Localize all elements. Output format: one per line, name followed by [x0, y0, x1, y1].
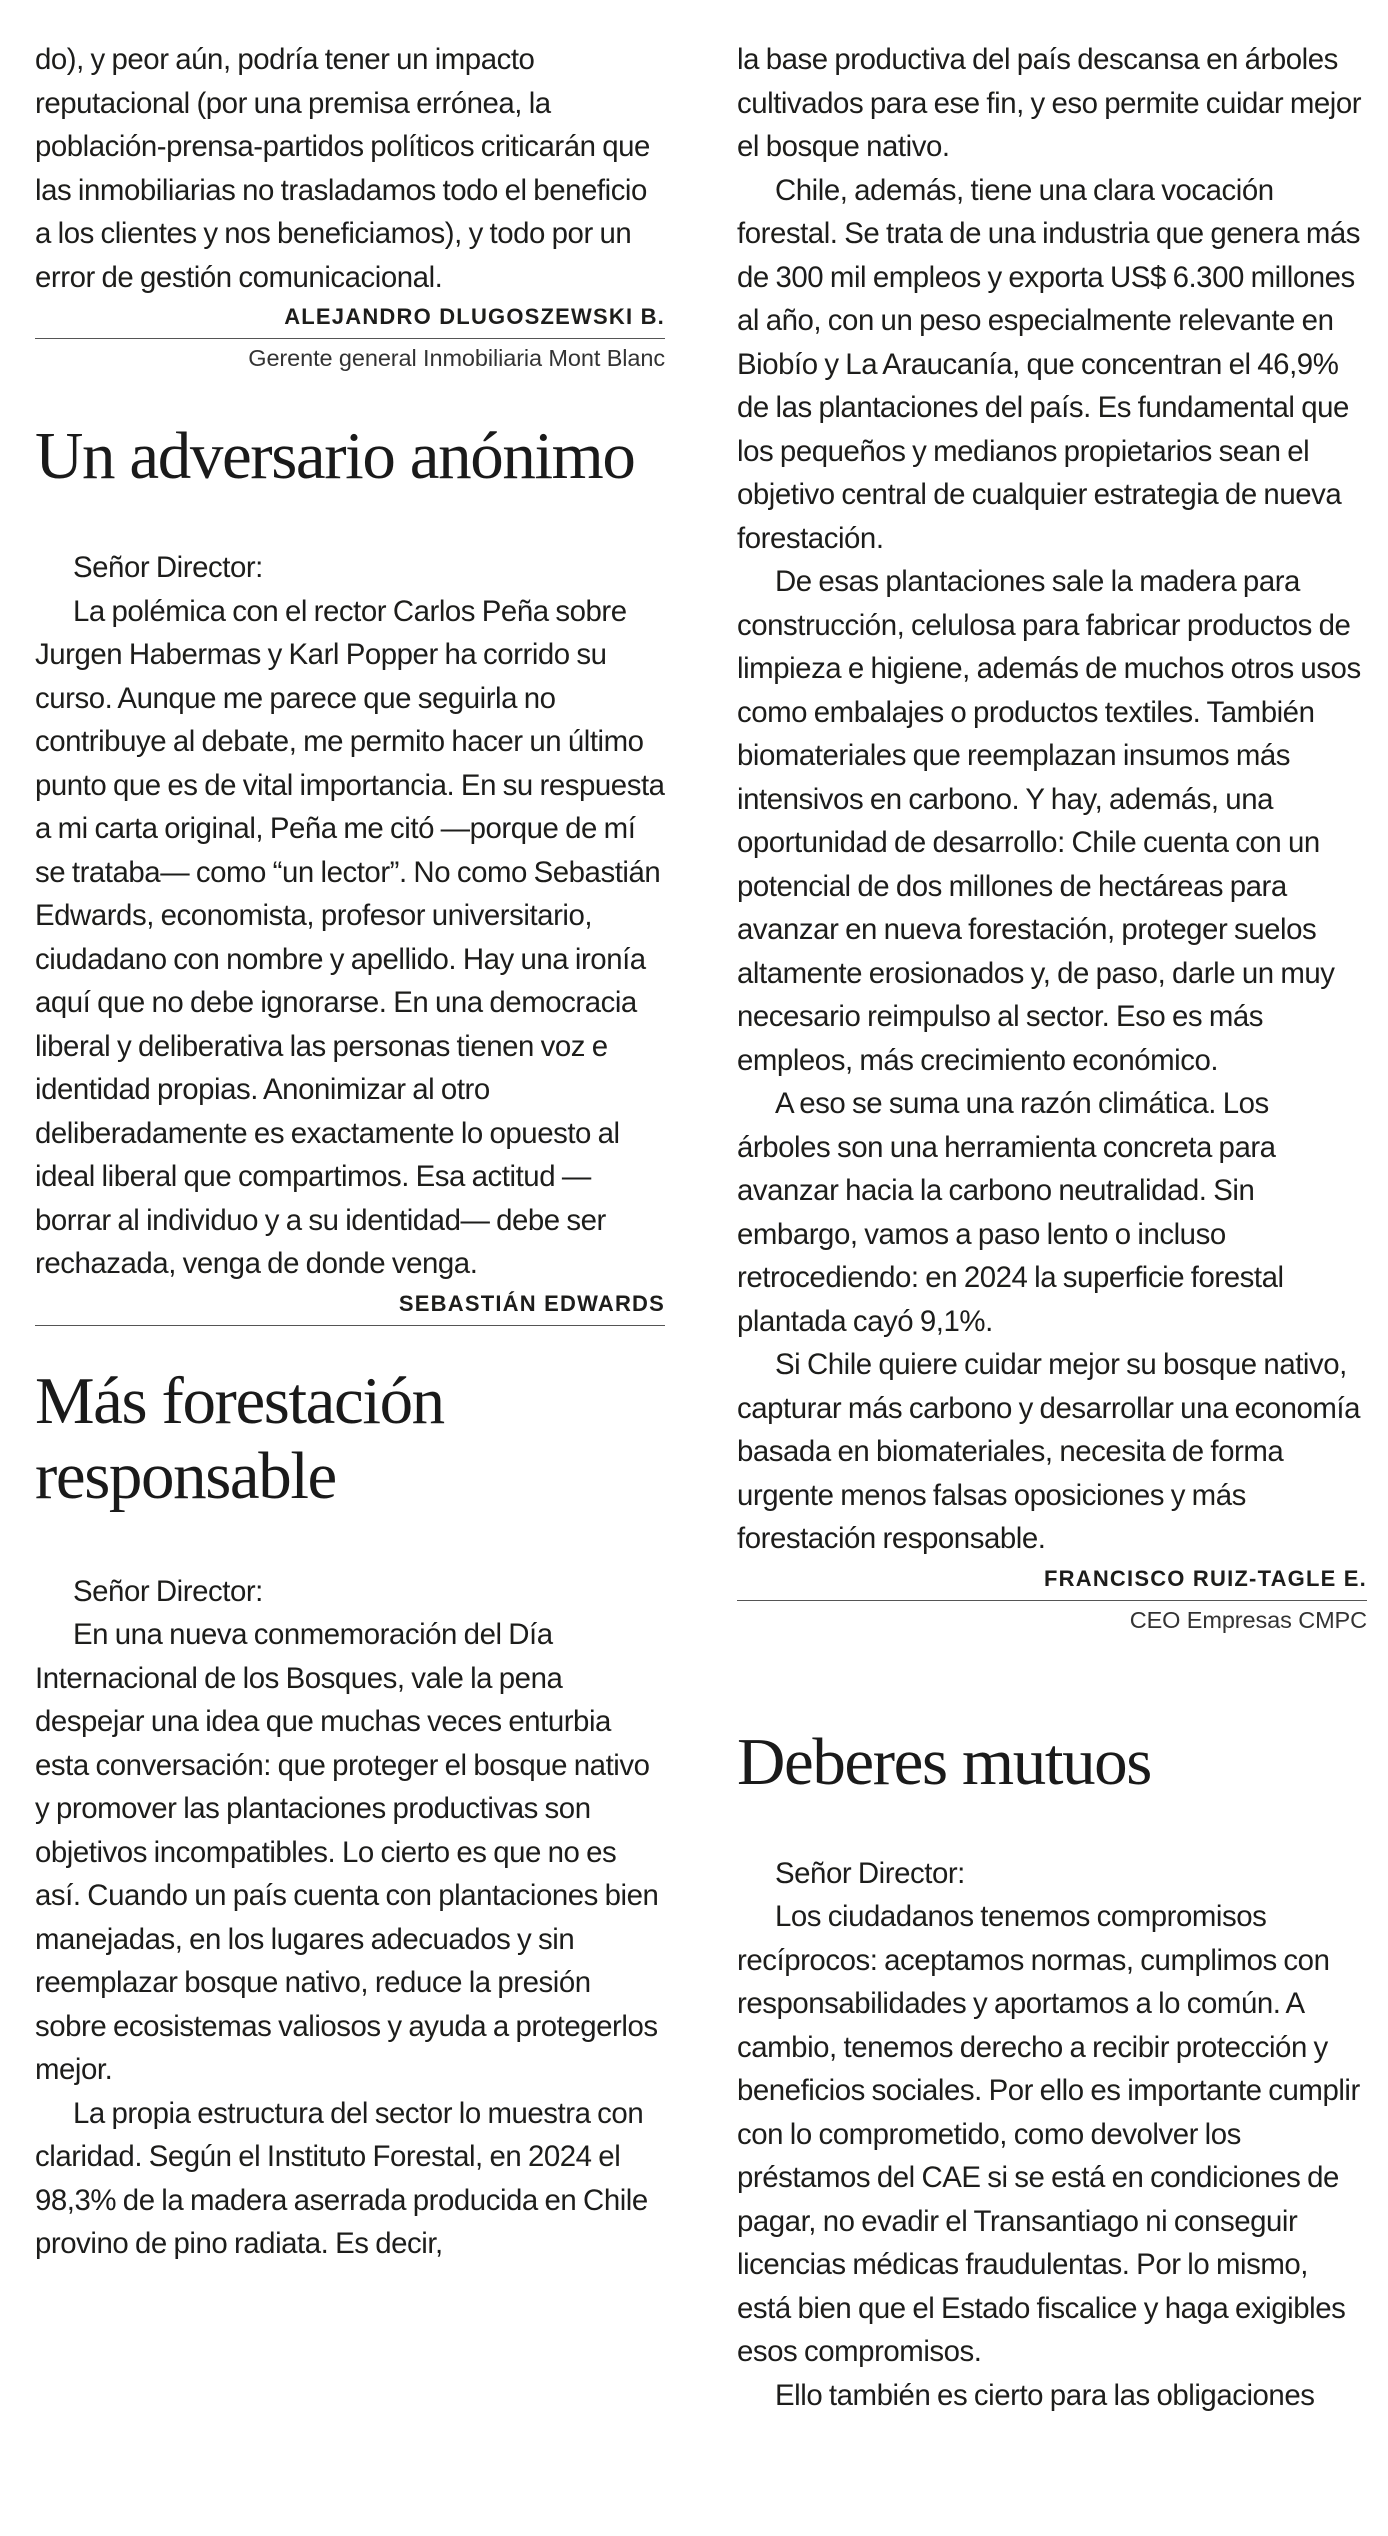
- letter-paragraph: La polémica con el rector Carlos Peña sobre Jurgen Habermas y Karl Popper ha corrido su curso. Aunque me parece que seguirla no contribuye al debate, me permito hacer un último punto que es de vital importancia. En su respuesta a mi carta original, Peña me citó —porque de mí se trataba— como “un lector”. No como Sebastián Edwards, economista, profesor universitario, ciudadano con nombre y apellido. Hay una ironía aquí que no debe ignorarse. En una democracia liberal y deliberativa las personas tienen voz e identidad propias. Anonimizar al otro deliberadamente es exactamente lo opuesto al ideal liberal que compartimos. Esa actitud —borrar al individuo y a su identidad— debe ser rechazada, venga de donde venga.: [35, 594, 665, 1280]
- letter-salutation: Señor Director:: [73, 1574, 263, 1608]
- letter-title-deberes: Deberes mutuos: [737, 1724, 1151, 1799]
- letter-paragraph-continued: la base productiva del país descansa en árboles cultivados para ese fin, y eso permite cuidar mejor el bosque nativo.: [737, 43, 1362, 163]
- letter-salutation: Señor Director:: [775, 1856, 965, 1890]
- letter-salutation: Señor Director:: [73, 551, 263, 584]
- letter-paragraph: De esas plantaciones sale la madera para construcción, celulosa para fabricar productos de limpieza e higiene, además de muchos otros usos como embalajes o productos textiles. También biomateriales que reemplazan insumos más intensivos en carbono. Y hay, además, una oportunidad de desarrollo: Chile cuenta con un potencial de dos millones de hectáreas para avanzar en nueva forestación, proteger suelos altamente erosionados y, de paso, darle un muy necesario reimpulso al sector. Eso es más empleos, más crecimiento económico.: [737, 565, 1361, 1077]
- letter-title-forestacion: Más forestación responsable: [35, 1363, 444, 1513]
- lead-letter-signer: ALEJANDRO DLUGOSZEWSKI B.: [35, 301, 665, 339]
- letter-paragraph: En una nueva conmemoración del Día Internacional de los Bosques, vale la pena despejar una idea que muchas veces enturbia esta conversación: que proteger el bosque nativo y promover las plantaciones productivas son objetivos incompatibles. Lo cierto es que no es así. Cuando un país cuenta con plantaciones bien manejadas, en los lugares adecuados y sin reemplazar bosque nativo, reduce la presión sobre ecosistemas valiosos y ayuda a protegerlos mejor.: [35, 1618, 659, 2086]
- letter-title-adversario: Un adversario anónimo: [35, 419, 635, 493]
- letter-paragraph: Si Chile quiere cuidar mejor su bosque nativo, capturar más carbono y desarrollar una economía basada en biomateriales, necesita de forma urgente menos falsas oposiciones y más forestación responsable.: [737, 1348, 1361, 1555]
- letter-signer-role: CEO Empresas CMPC: [1129, 1606, 1367, 1633]
- right-column: [737, 38, 1367, 2417]
- lead-letter-role: Gerente general Inmobiliaria Mont Blanc: [248, 345, 665, 371]
- letter-paragraph: Los ciudadanos tenemos compromisos recíprocos: aceptamos normas, cumplimos con responsabilidades y aportamos a lo común. A cambio, tenemos derecho a recibir protección y beneficios sociales. Por ello es importante cumplir con lo comprometido, como devolver los préstamos del CAE si se está en condiciones de pagar, no evadir el Transantiago ni conseguir licencias médicas fraudulentas. Por lo mismo, está bien que el Estado fiscalice y haga exigibles esos compromisos.: [737, 1900, 1360, 2368]
- letter-paragraph: Ello también es cierto para las obligaciones: [775, 2378, 1315, 2412]
- letter-paragraph: A eso se suma una razón climática. Los árboles son una herramienta concreta para avanzar hacia la carbono neutralidad. Sin embargo, vamos a paso lento o incluso retrocediendo: en 2024 la superficie forestal plantada cayó 9,1%.: [737, 1087, 1284, 1338]
- lead-letter-ending: do), y peor aún, podría tener un impacto reputacional (por una premisa errónea, la población-prensa-partidos políticos criticarán que las inmobiliarias no trasladamos todo el beneficio a los clientes y nos beneficiamos), y todo por un error de gestión comunicacional.: [35, 43, 650, 294]
- letter-signer-ruiz-tagle: FRANCISCO RUIZ-TAGLE E.: [737, 1563, 1367, 1601]
- letter-paragraph: La propia estructura del sector lo muestra con claridad. Según el Instituto Forestal, en 2024 el 98,3% de la madera aserrada producida en Chile provino de pino radiata. Es decir,: [35, 2096, 648, 2260]
- letter-signer-edwards: SEBASTIÁN EDWARDS: [35, 1288, 665, 1326]
- left-column: [35, 38, 665, 2266]
- letter-paragraph: Chile, además, tiene una clara vocación forestal. Se trata de una industria que genera más de 300 mil empleos y exporta US$ 6.300 millones al año, con un peso especialmente relevante en Biobío y La Araucanía, que concentran el 46,9% de las plantaciones del país. Es fundamental que los pequeños y medianos propietarios sean el objetivo central de cualquier estrategia de nueva forestación.: [737, 173, 1361, 555]
